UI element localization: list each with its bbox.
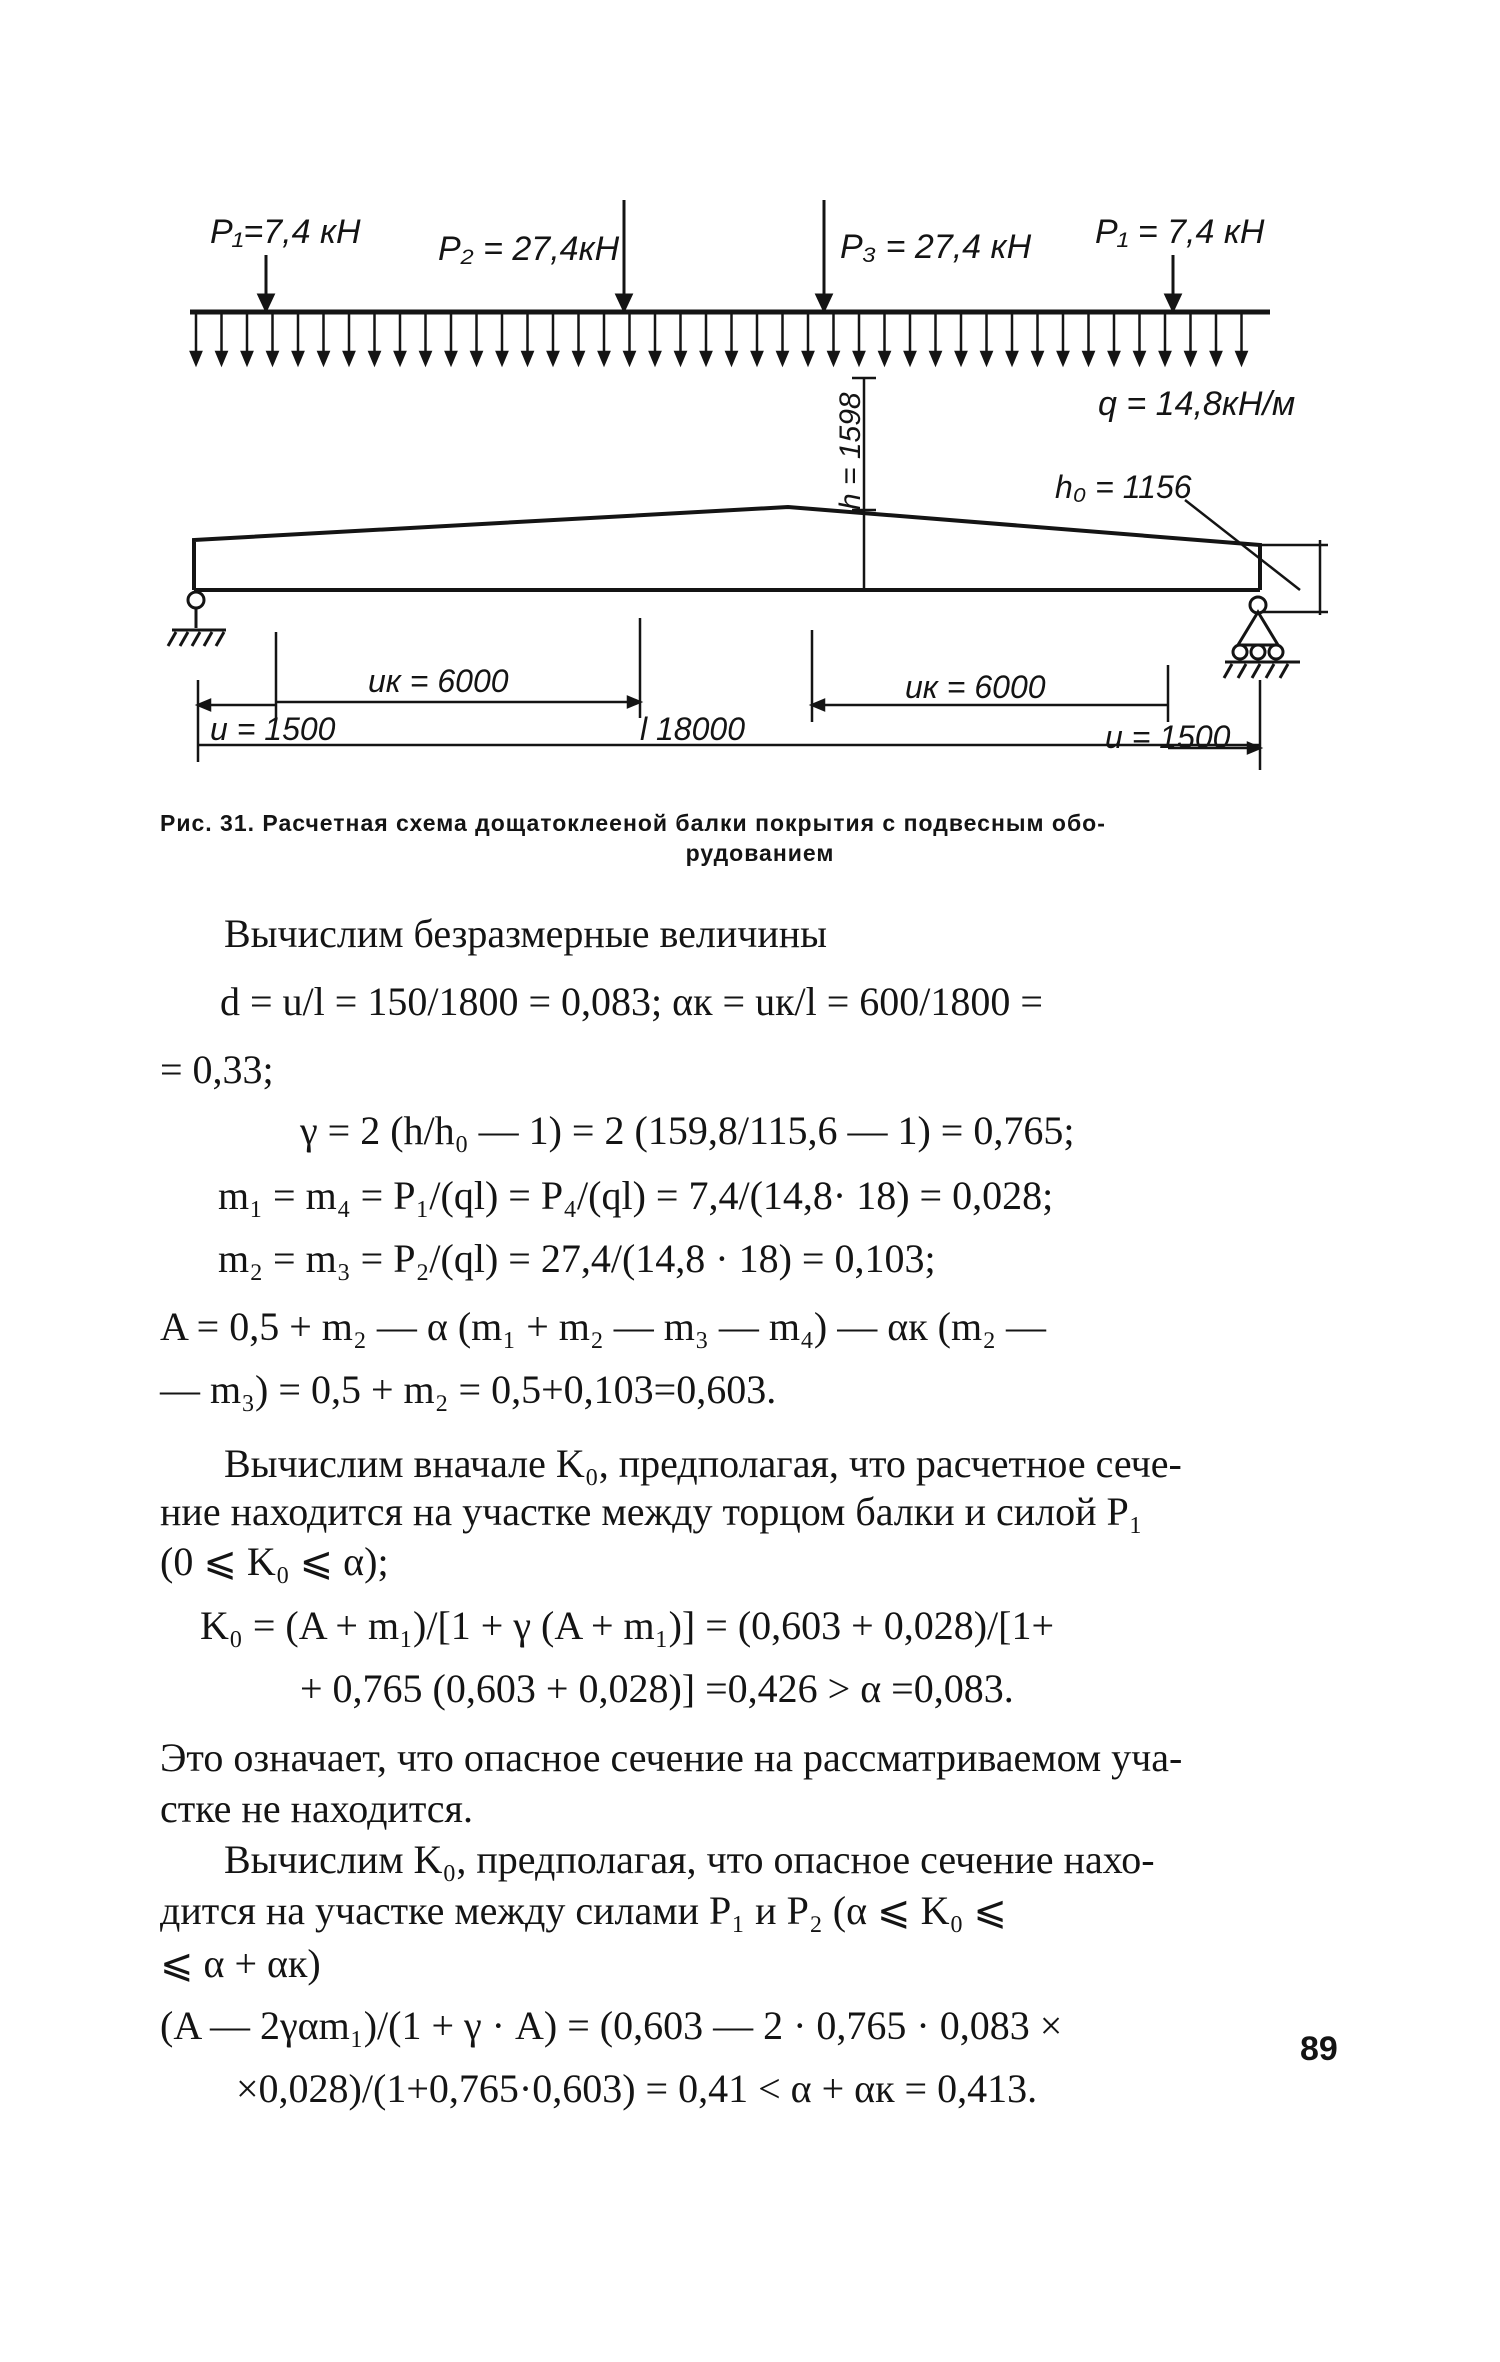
formula-line: — m₃) = 0,5 + m₂ = 0,5+0,103=0,603.	[160, 1367, 777, 1412]
q-arrow-head	[191, 352, 201, 364]
q-arrow-head	[268, 352, 278, 364]
distributed-load	[190, 312, 1270, 364]
q-arrow-head	[982, 352, 992, 364]
q-arrow-head	[1007, 352, 1017, 364]
text-line: Вычислим вначале K₀, предполагая, что расчетное сече-	[224, 1441, 1182, 1486]
q-arrow-head	[625, 352, 635, 364]
q-arrow-head	[217, 352, 227, 364]
text-line: Вычислим безразмерные величины	[224, 911, 828, 956]
height-label: h = 1598	[834, 392, 867, 510]
q-arrow-head	[370, 352, 380, 364]
h0-label: h₀ = 1156	[1055, 469, 1192, 505]
formula-line: = 0,33;	[160, 1047, 274, 1092]
formula-line: A = 0,5 + m₂ — α (m₁ + m₂ — m₃ — m₄) — αк (m₂ —	[160, 1304, 1047, 1349]
formula-line: d = u/l = 150/1800 = 0,083; αк = uк/l = 600/1800 =	[220, 979, 1043, 1024]
q-arrow-head	[1186, 352, 1196, 364]
left-support	[168, 592, 226, 646]
q-arrow-head	[548, 352, 558, 364]
q-arrow-head	[599, 352, 609, 364]
q-arrow-head	[319, 352, 329, 364]
text-line: ние находится на участке между торцом балки и силой P₁	[160, 1489, 1143, 1534]
q-arrow-head	[1160, 352, 1170, 364]
beam-diagram	[0, 0, 1500, 800]
q-arrow-head	[421, 352, 431, 364]
q-arrow-head	[395, 352, 405, 364]
page-number: 89	[1300, 2030, 1338, 2068]
q-arrow-head	[344, 352, 354, 364]
q-arrow-head	[1084, 352, 1094, 364]
q-arrow-head	[803, 352, 813, 364]
q-arrow-head	[472, 352, 482, 364]
q-arrow-head	[497, 352, 507, 364]
text-line: дится на участке между силами P₁ и P₂ (α ⩽ K₀ ⩽	[160, 1888, 1007, 1933]
q-arrow-head	[1211, 352, 1221, 364]
formula-line: K₀ = (A + m₁)/[1 + γ (A + m₁)] = (0,603 + 0,028)/[1+	[200, 1603, 1055, 1648]
q-arrow-head	[650, 352, 660, 364]
uk-right-label: uк = 6000	[905, 669, 1046, 705]
formula-line: m₂ = m₃ = P₂/(ql) = 27,4/(14,8 · 18) = 0,103;	[218, 1236, 936, 1281]
q-arrow-head	[829, 352, 839, 364]
load-p1-left-label: P₁=7,4 кН	[210, 213, 361, 251]
uk-left-label: uк = 6000	[368, 663, 509, 699]
formula-line: ×0,028)/(1+0,765·0,603) = 0,41 < α + αк = 0,413.	[236, 2066, 1038, 2111]
load-p1-right-label: P₁ = 7,4 кН	[1095, 213, 1265, 251]
text-line: Это означает, что опасное сечение на рассматриваемом уча-	[160, 1735, 1183, 1780]
q-arrow-head	[905, 352, 915, 364]
formula-line: (A — 2γαm₁)/(1 + γ · A) = (0,603 — 2 · 0,765 · 0,083 ×	[160, 2003, 1063, 2048]
formula-line: ⩽ α + αк)	[160, 1941, 321, 1986]
beam-outline	[194, 507, 1260, 590]
q-arrow-head	[854, 352, 864, 364]
q-arrow-head	[752, 352, 762, 364]
q-arrow-head	[931, 352, 941, 364]
q-arrow-head	[778, 352, 788, 364]
caption-line-2: рудованием	[685, 840, 835, 866]
figure-caption	[160, 808, 1360, 868]
q-arrow-head	[727, 352, 737, 364]
q-arrow-head	[956, 352, 966, 364]
span-label: l 18000	[640, 711, 745, 747]
formula-line: (0 ⩽ K₀ ⩽ α);	[160, 1539, 389, 1584]
right-support	[1224, 597, 1300, 678]
load-p2-label: P₂ = 27,4кН	[438, 230, 620, 268]
u-left-label: u = 1500	[210, 711, 336, 747]
q-arrow-head	[1058, 352, 1068, 364]
q-arrow-head	[1237, 352, 1247, 364]
q-arrow-head	[701, 352, 711, 364]
q-arrow-head	[574, 352, 584, 364]
q-arrow-head	[446, 352, 456, 364]
q-arrow-head	[676, 352, 686, 364]
span-dimensions	[198, 618, 1260, 770]
q-arrow-head	[293, 352, 303, 364]
q-arrow-head	[1135, 352, 1145, 364]
q-arrow-head	[880, 352, 890, 364]
q-arrow-head	[242, 352, 252, 364]
point-loads	[259, 200, 1180, 310]
q-arrow-head	[1109, 352, 1119, 364]
formula-line: m₁ = m₄ = P₁/(ql) = P₄/(ql) = 7,4/(14,8· 18) = 0,028;	[218, 1173, 1054, 1218]
formula-line: γ = 2 (h/h₀ — 1) = 2 (159,8/115,6 — 1) = 0,765;	[300, 1108, 1075, 1153]
load-p3-label: P₃ = 27,4 кН	[840, 228, 1032, 266]
caption-line-1: Рис. 31. Расчетная схема дощатоклееной балки покрытия с подвесным обо-	[160, 810, 1106, 836]
u-right-label: u = 1500	[1105, 719, 1231, 755]
formula-line: + 0,765 (0,603 + 0,028)] =0,426 > α =0,083.	[300, 1666, 1014, 1711]
text-line: стке не находится.	[160, 1786, 473, 1831]
q-label: q = 14,8кН/м	[1098, 385, 1296, 423]
q-arrow-head	[523, 352, 533, 364]
q-arrow-head	[1033, 352, 1043, 364]
text-line: Вычислим K₀, предполагая, что опасное сечение нахо-	[224, 1837, 1155, 1882]
